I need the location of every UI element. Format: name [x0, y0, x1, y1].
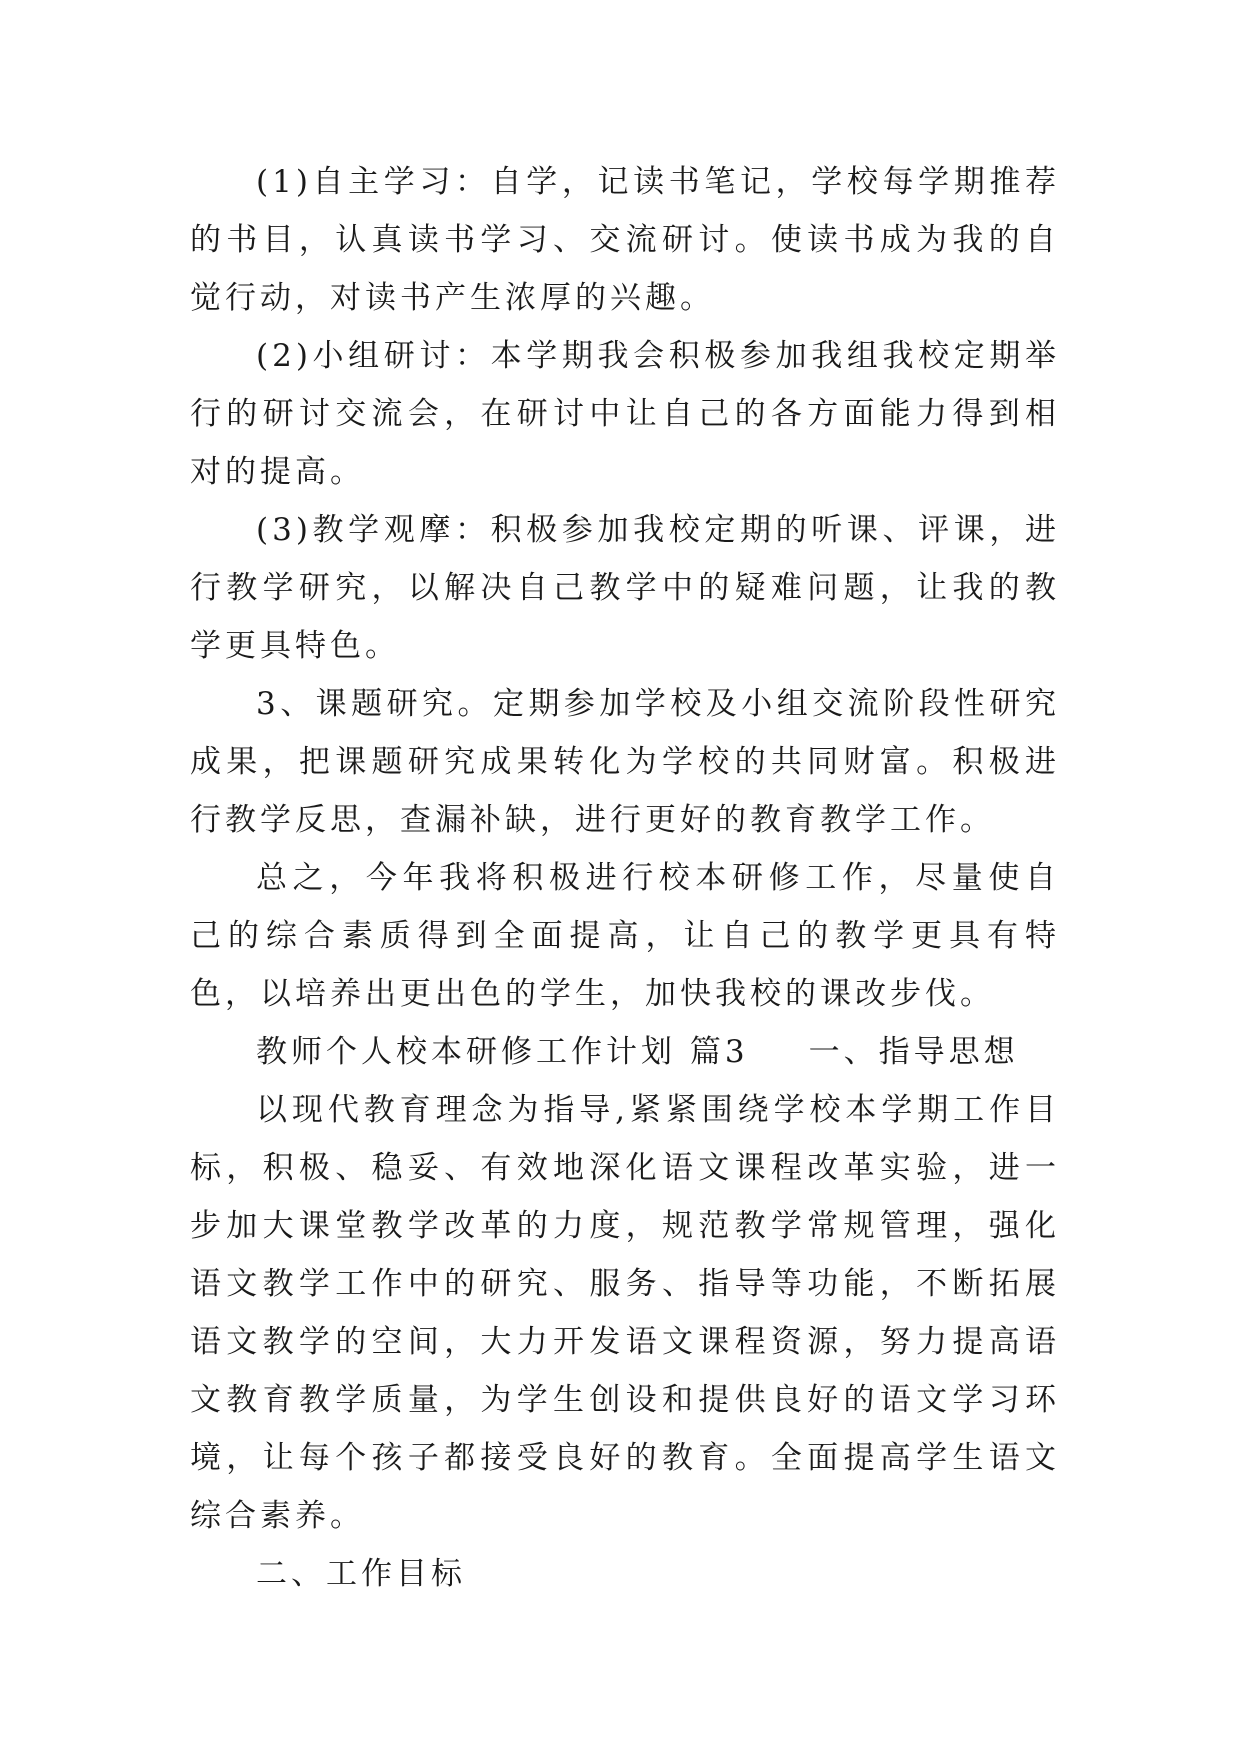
- paragraph-research-topic: 3、课题研究。定期参加学校及小组交流阶段性研究成果，把课题研究成果转化为学校的共同财富。积极进行教学反思，查漏补缺，进行更好的教育教学工作。: [190, 686, 1060, 838]
- paragraph-group-discussion: (2)小组研讨：本学期我会积极参加我组我校定期举行的研讨交流会，在研讨中让自己的各方面能力得到相对的提高。: [190, 338, 1060, 490]
- section-title: 教师个人校本研修工作计划 篇3: [256, 1034, 749, 1070]
- paragraph-teaching-observation: (3)教学观摩：积极参加我校定期的听课、评课，进行教学研究，以解决自己教学中的疑难问题，让我的教学更具特色。: [190, 512, 1060, 664]
- goals-heading: 二、工作目标: [256, 1556, 466, 1592]
- paragraph-self-study: (1)自主学习：自学，记读书笔记，学校每学期推荐的书目，认真读书学习、交流研讨。使读书成为我的自觉行动，对读书产生浓厚的兴趣。: [190, 164, 1060, 316]
- section-subtitle: 一、指导思想: [808, 1034, 1019, 1070]
- document-body: [190, 153, 1060, 1603]
- paragraph-guiding-thought: 以现代教育理念为指导,紧紧围绕学校本学期工作目标，积极、稳妥、有效地深化语文课程改革实验，进一步加大课堂教学改革的力度，规范教学常规管理，强化语文教学工作中的研究、服务、指导等功能，不断拓展语文教学的空间，大力开发语文课程资源，努力提高语文教育教学质量，为学生创设和提供良好的语文学习环境，让每个孩子都接受良好的教育。全面提高学生语文综合素养。: [190, 1092, 1060, 1534]
- paragraph-conclusion: 总之，今年我将积极进行校本研修工作，尽量使自己的综合素质得到全面提高，让自己的教学更具有特色，以培养出更出色的学生，加快我校的课改步伐。: [190, 860, 1060, 1012]
- section-heading-line: [190, 1023, 1060, 1081]
